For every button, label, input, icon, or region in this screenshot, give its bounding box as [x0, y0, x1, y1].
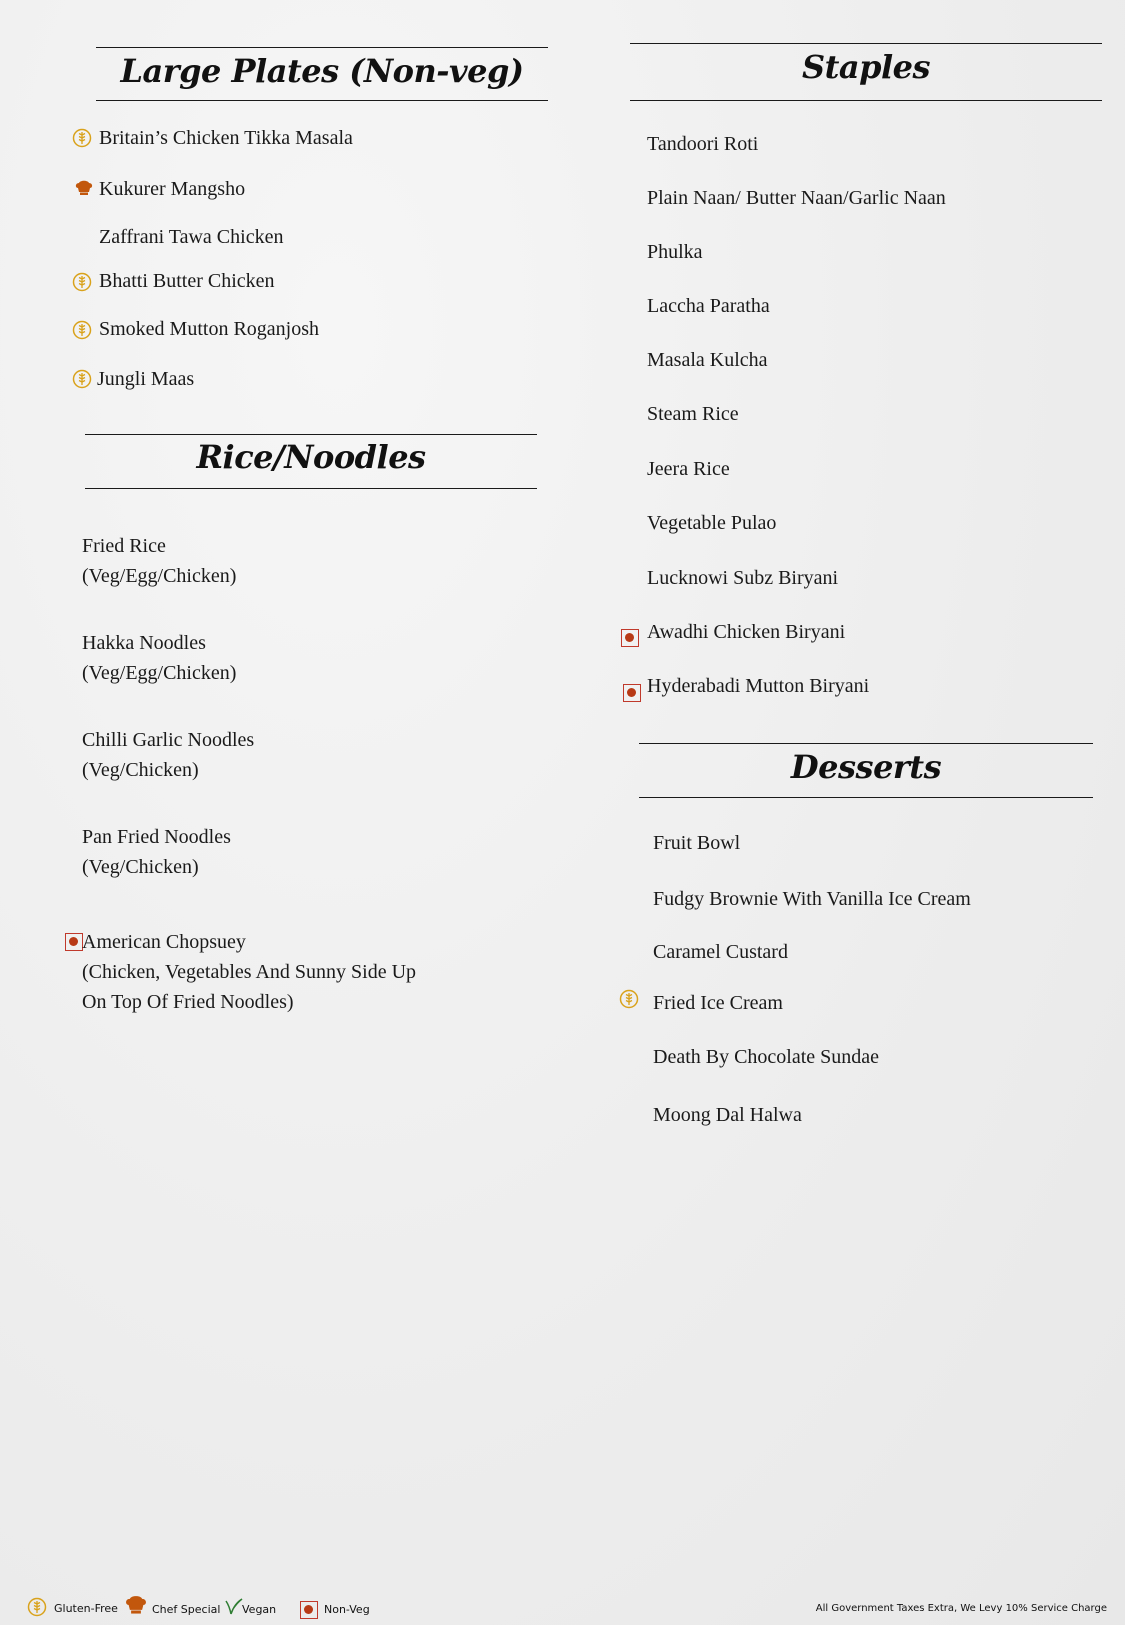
menu-item: Plain Naan/ Butter Naan/Garlic Naan [647, 187, 946, 209]
gluten-free-icon [72, 320, 92, 340]
legend-gluten-free-label: Gluten-Free [54, 1602, 118, 1615]
menu-item: Hakka Noodles (Veg/Egg/Chicken) [82, 632, 237, 684]
large-plates-rule-top [96, 47, 548, 48]
menu-item: Fried Rice (Veg/Egg/Chicken) [82, 535, 237, 587]
gluten-free-icon [72, 128, 92, 148]
menu-item: Awadhi Chicken Biryani [647, 621, 846, 643]
menu-item: Zaffrani Tawa Chicken [99, 226, 284, 248]
large-plates-rule-bottom [96, 100, 548, 101]
desserts-rule-top [639, 743, 1093, 744]
menu-item: Lucknowi Subz Biryani [647, 567, 839, 589]
legend-non-veg-label: Non-Veg [324, 1603, 370, 1616]
menu-item: American Chopsuey (Chicken, Vegetables And Sunny Side Up On Top Of Fried Noodles) [82, 931, 417, 1013]
menu-item: Bhatti Butter Chicken [99, 270, 275, 292]
menu-item: Fried Ice Cream [653, 992, 783, 1014]
menu-item: Masala Kulcha [647, 349, 768, 371]
legend-chef-special-label: Chef Special [152, 1603, 221, 1616]
menu-item: Chilli Garlic Noodles (Veg/Chicken) [82, 729, 255, 781]
rice-noodles-rule-bottom [85, 488, 537, 489]
tax-service-charge-note: All Government Taxes Extra, We Levy 10% Service Charge [815, 1603, 1107, 1614]
large-plates-heading: Large Plates (Non-veg) [120, 52, 524, 90]
menu-item: Fudgy Brownie With Vanilla Ice Cream [653, 888, 971, 910]
gluten-free-icon [619, 989, 639, 1009]
menu-item: Fruit Bowl [653, 832, 741, 854]
menu-item: Vegetable Pulao [647, 512, 777, 534]
menu-item: Jeera Rice [647, 458, 730, 480]
staples-rule-top [630, 43, 1102, 44]
menu-item: Tandoori Roti [647, 133, 759, 155]
menu-item: Phulka [647, 241, 703, 263]
menu-item: Jungli Maas [97, 368, 195, 390]
menu-item: Steam Rice [647, 403, 739, 425]
gluten-free-icon [27, 1597, 47, 1617]
non-veg-icon [621, 629, 639, 647]
rice-noodles-rule-top [85, 434, 537, 435]
non-veg-icon [65, 933, 83, 951]
staples-heading: Staples [801, 48, 931, 86]
chef-hat-icon [125, 1595, 145, 1615]
gluten-free-icon [72, 272, 92, 292]
menu-item: Hyderabadi Mutton Biryani [647, 675, 870, 697]
menu-item: Kukurer Mangsho [99, 178, 246, 200]
gluten-free-icon [72, 369, 92, 389]
desserts-rule-bottom [639, 797, 1093, 798]
menu-item: Caramel Custard [653, 941, 788, 963]
rice-noodles-heading: Rice/Noodles [196, 438, 426, 476]
legend-vegan-label: Vegan [242, 1603, 277, 1616]
menu-item: Laccha Paratha [647, 295, 770, 317]
menu-item: Moong Dal Halwa [653, 1104, 802, 1126]
menu-item: Pan Fried Noodles (Veg/Chicken) [82, 826, 231, 878]
desserts-heading: Desserts [790, 748, 942, 786]
non-veg-icon [623, 684, 641, 702]
menu-item: Britain’s Chicken Tikka Masala [99, 127, 353, 149]
menu-item: Death By Chocolate Sundae [653, 1046, 880, 1068]
menu-item: Smoked Mutton Roganjosh [99, 318, 320, 340]
non-veg-icon [300, 1601, 318, 1619]
staples-rule-bottom [630, 100, 1102, 101]
chef-hat-icon [75, 180, 95, 200]
